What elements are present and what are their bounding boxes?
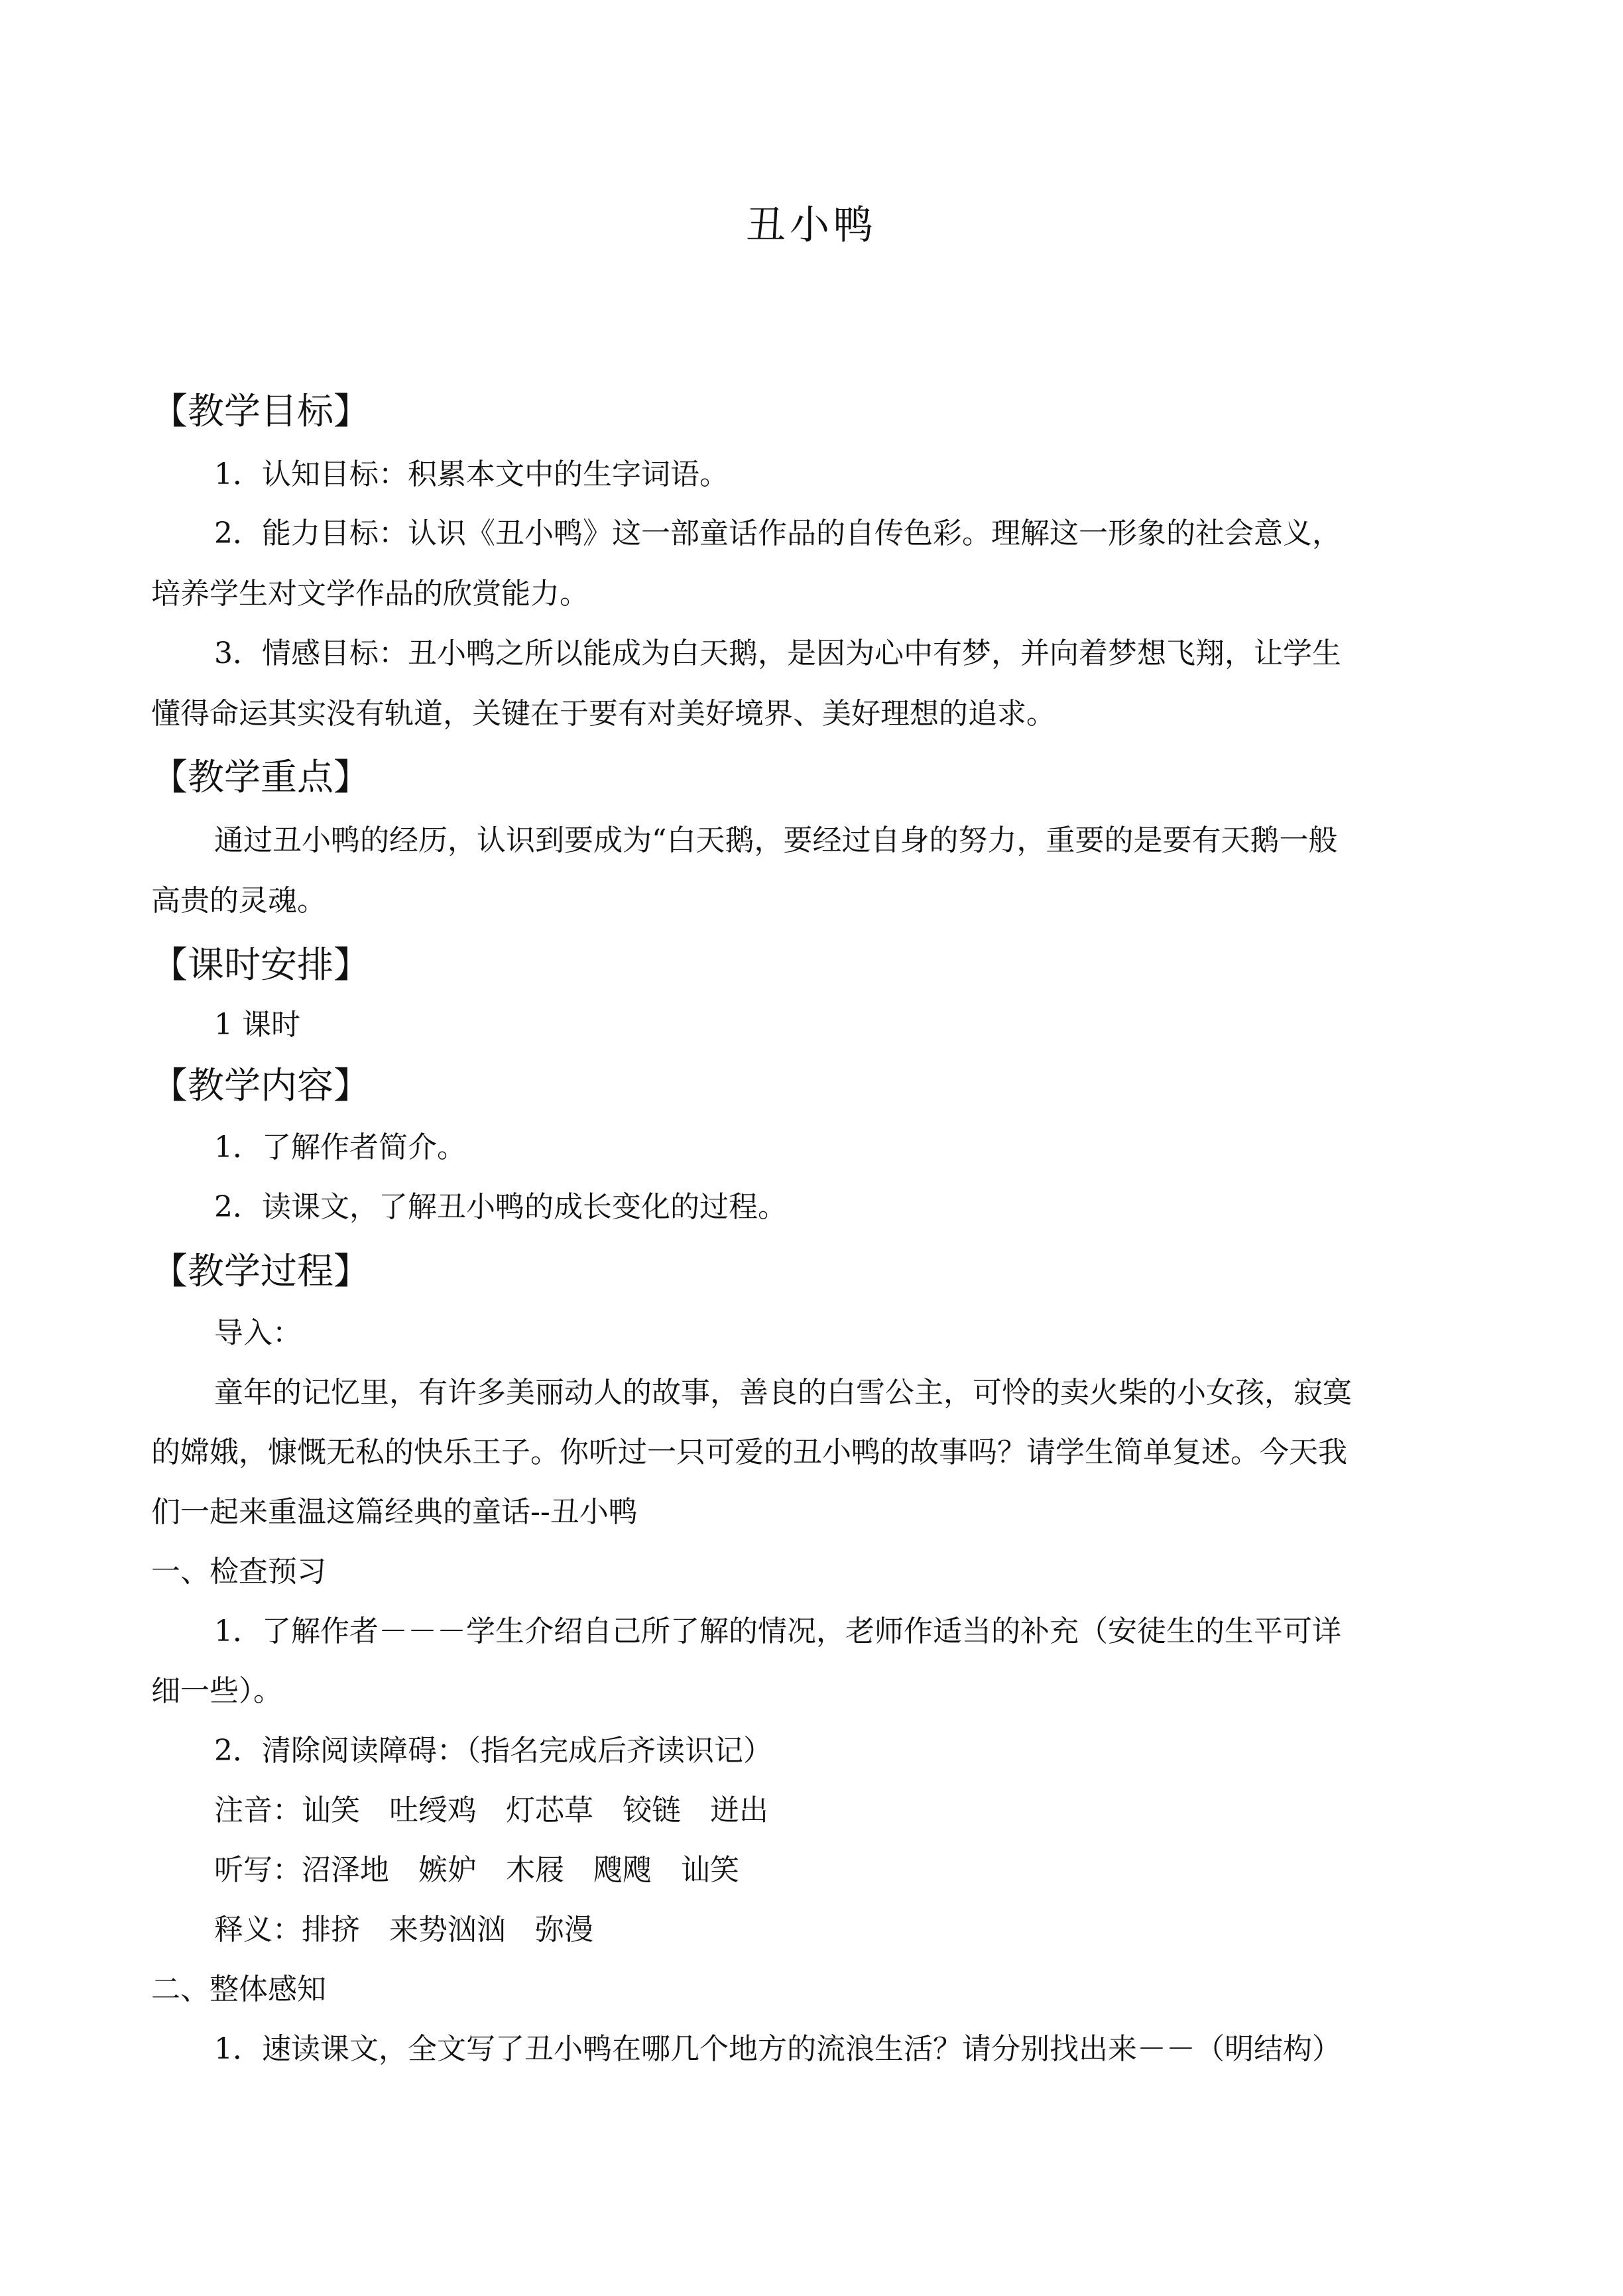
content-2: 2．读课文，了解丑小鸭的成长变化的过程。 (214, 1190, 787, 1224)
vocab-word: 嫉妒 (418, 1853, 477, 1887)
part-1-item-1-line-2: 细一些）。 (151, 1674, 282, 1708)
focus-line-2: 高贵的灵魂。 (151, 884, 326, 918)
goal-2-line-1: 2．能力目标：认识《丑小鸭》这一部童话作品的自传色彩。理解这一形象的社会意义， (214, 516, 1341, 550)
focus-line-1: 通过丑小鸭的经历，认识到要成为“白天鹅，要经过自身的努力，重要的是要有天鹅一般 (214, 823, 1338, 857)
vocab-word: 弥漫 (535, 1913, 593, 1947)
vocab-shiyi (214, 1910, 623, 1950)
vocab-tingxie (214, 1850, 768, 1890)
intro-label: 导入： (214, 1316, 302, 1350)
schedule-text: 1 课时 (214, 1008, 300, 1042)
vocab-word: 讪笑 (681, 1853, 739, 1887)
section-heading-process: 【教学过程】 (151, 1250, 371, 1292)
vocab-word: 沼泽地 (302, 1853, 389, 1887)
vocab-word: 吐绶鸡 (389, 1793, 477, 1827)
section-heading-goals: 【教学目标】 (151, 390, 371, 432)
part-2-item-1: 1．速读课文，全文写了丑小鸭在哪几个地方的流浪生活？请分别找出来－－（明结构） (214, 2032, 1341, 2066)
page-title: 丑小鸭 (746, 202, 877, 249)
part-1-item-1-line-1: 1．了解作者－－－学生介绍自己所了解的情况，老师作适当的补充（安徒生的生平可详 (214, 1614, 1341, 1648)
section-heading-content: 【教学内容】 (151, 1064, 371, 1107)
goal-3-line-2: 懂得命运其实没有轨道，关键在于要有对美好境界、美好理想的追求。 (151, 697, 1055, 731)
vocab-word: 讪笑 (302, 1793, 360, 1827)
goal-1: 1．认知目标：积累本文中的生字词语。 (214, 457, 729, 491)
vocab-word: 木屐 (506, 1853, 564, 1887)
content-1: 1．了解作者简介。 (214, 1130, 466, 1164)
goal-3-line-1: 3．情感目标：丑小鸭之所以能成为白天鹅，是因为心中有梦，并向着梦想飞翔，让学生 (214, 636, 1341, 670)
vocab-word: 排挤 (302, 1913, 360, 1947)
vocab-tingxie-label: 听写： (214, 1853, 302, 1887)
goal-2-line-2: 培养学生对文学作品的欣赏能力。 (151, 577, 589, 611)
vocab-word: 来势汹汹 (389, 1913, 506, 1947)
section-heading-schedule: 【课时安排】 (151, 943, 371, 986)
part-1-title: 一、检查预习 (151, 1555, 326, 1589)
intro-line-2: 的嫦娥，慷慨无私的快乐王子。你听过一只可爱的丑小鸭的故事吗？请学生简单复述。今天我 (151, 1435, 1347, 1469)
intro-line-3: 们一起来重温这篇经典的童话--丑小鸭 (151, 1495, 638, 1529)
vocab-word: 飕飕 (593, 1853, 652, 1887)
vocab-word: 铰链 (623, 1793, 681, 1827)
part-2-title: 二、整体感知 (151, 1972, 326, 2006)
section-heading-focus: 【教学重点】 (151, 756, 371, 798)
vocab-zhuyin (214, 1791, 798, 1831)
vocab-zhuyin-label: 注音： (214, 1793, 302, 1827)
part-1-item-2: 2．清除阅读障碍：（指名完成后齐读识记） (214, 1734, 772, 1768)
intro-line-1: 童年的记忆里，有许多美丽动人的故事，善良的白雪公主，可怜的卖火柴的小女孩，寂寞 (214, 1376, 1352, 1410)
vocab-word: 迸出 (710, 1793, 768, 1827)
vocab-word: 灯芯草 (506, 1793, 593, 1827)
vocab-shiyi-label: 释义： (214, 1913, 302, 1947)
